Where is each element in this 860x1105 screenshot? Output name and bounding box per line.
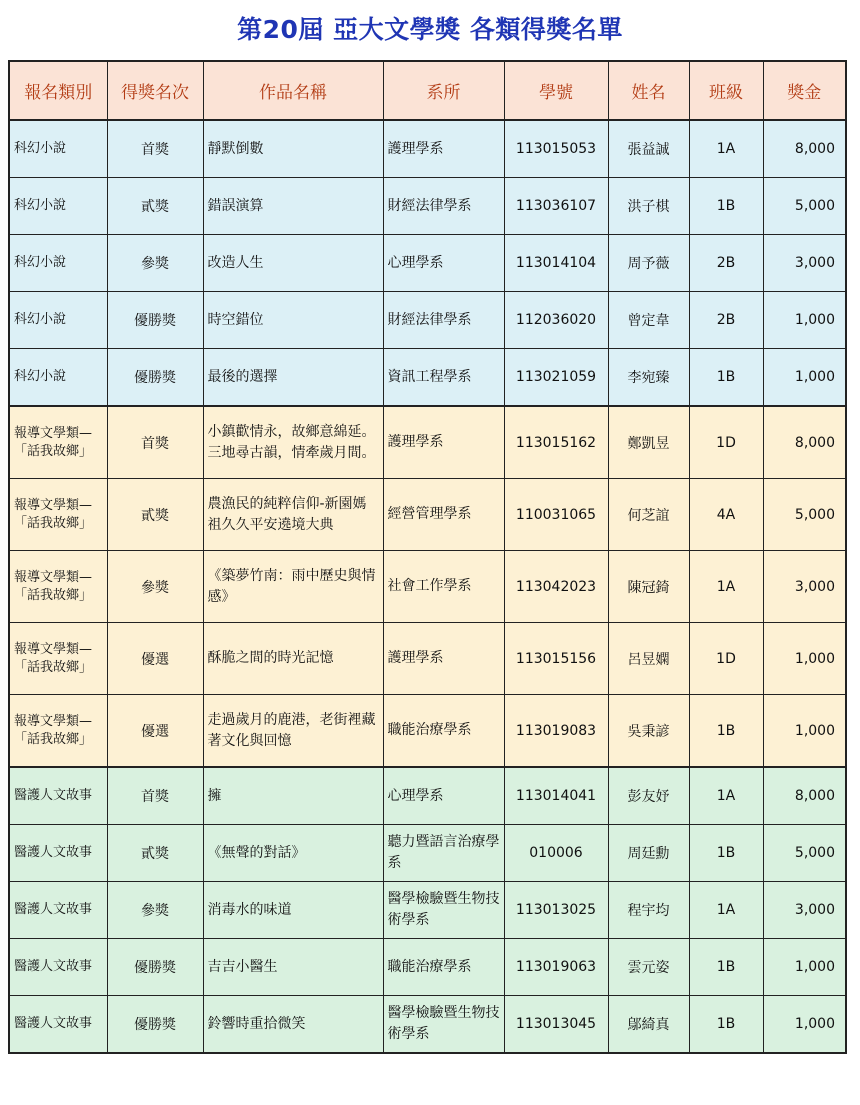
table-row: [9, 767, 846, 825]
cell-category: 科幻小說: [9, 120, 107, 178]
table-row: [9, 120, 846, 178]
cell-dept: 社會工作學系: [383, 551, 504, 623]
awards-table: [8, 60, 847, 1054]
cell-prize: 1,000: [763, 349, 846, 407]
cell-category: 報導文學類—「話我故鄉」: [9, 406, 107, 479]
cell-prize: 1,000: [763, 996, 846, 1054]
cell-rank: 貳獎: [107, 825, 203, 882]
cell-prize: 8,000: [763, 120, 846, 178]
cell-student-id: 112036020: [504, 292, 608, 349]
cell-work: 改造人生: [203, 235, 383, 292]
cell-category: 科幻小說: [9, 235, 107, 292]
cell-student-id: 113013045: [504, 996, 608, 1054]
cell-rank: 首獎: [107, 406, 203, 479]
cell-prize: 3,000: [763, 551, 846, 623]
cell-student-id: 113019083: [504, 695, 608, 768]
cell-work: 鈴響時重拾微笑: [203, 996, 383, 1054]
cell-name: 吳秉諺: [608, 695, 689, 768]
cell-work: 擁: [203, 767, 383, 825]
cell-rank: 優選: [107, 695, 203, 768]
cell-category: 科幻小說: [9, 178, 107, 235]
cell-dept: 資訊工程學系: [383, 349, 504, 407]
cell-category: 醫護人文故事: [9, 939, 107, 996]
cell-category: 醫護人文故事: [9, 882, 107, 939]
cell-class: 1B: [689, 939, 763, 996]
cell-work: 消毒水的味道: [203, 882, 383, 939]
table-row: [9, 349, 846, 407]
cell-prize: 5,000: [763, 825, 846, 882]
cell-dept: 財經法律學系: [383, 292, 504, 349]
cell-dept: 職能治療學系: [383, 695, 504, 768]
cell-prize: 1,000: [763, 292, 846, 349]
cell-class: 1B: [689, 996, 763, 1054]
table-row: [9, 939, 846, 996]
header-row: [9, 61, 846, 120]
cell-prize: 8,000: [763, 406, 846, 479]
table-row: [9, 695, 846, 768]
cell-prize: 1,000: [763, 939, 846, 996]
cell-rank: 參獎: [107, 551, 203, 623]
cell-student-id: 113014041: [504, 767, 608, 825]
cell-category: 報導文學類—「話我故鄉」: [9, 623, 107, 695]
cell-dept: 護理學系: [383, 120, 504, 178]
table-row: [9, 178, 846, 235]
cell-rank: 優勝獎: [107, 939, 203, 996]
cell-name: 何芝誼: [608, 479, 689, 551]
table-row: [9, 825, 846, 882]
cell-dept: 心理學系: [383, 235, 504, 292]
cell-class: 1D: [689, 623, 763, 695]
cell-rank: 首獎: [107, 767, 203, 825]
cell-dept: 醫學檢驗暨生物技術學系: [383, 882, 504, 939]
cell-prize: 1,000: [763, 623, 846, 695]
cell-category: 報導文學類—「話我故鄉」: [9, 479, 107, 551]
cell-student-id: 010006: [504, 825, 608, 882]
cell-student-id: 113021059: [504, 349, 608, 407]
cell-rank: 優勝獎: [107, 996, 203, 1054]
cell-rank: 貳獎: [107, 178, 203, 235]
cell-prize: 3,000: [763, 882, 846, 939]
cell-dept: 經營管理學系: [383, 479, 504, 551]
cell-student-id: 113015162: [504, 406, 608, 479]
cell-category: 醫護人文故事: [9, 996, 107, 1054]
cell-class: 1B: [689, 695, 763, 768]
cell-prize: 1,000: [763, 695, 846, 768]
cell-work: 錯誤演算: [203, 178, 383, 235]
cell-student-id: 110031065: [504, 479, 608, 551]
cell-class: 1B: [689, 178, 763, 235]
cell-class: 1B: [689, 349, 763, 407]
cell-class: 1A: [689, 120, 763, 178]
cell-dept: 護理學系: [383, 623, 504, 695]
cell-name: 張益誠: [608, 120, 689, 178]
cell-student-id: 113036107: [504, 178, 608, 235]
cell-name: 彭友妤: [608, 767, 689, 825]
cell-work: 靜默倒數: [203, 120, 383, 178]
cell-name: 鄔綺真: [608, 996, 689, 1054]
cell-work: 時空錯位: [203, 292, 383, 349]
cell-student-id: 113015053: [504, 120, 608, 178]
cell-work: 吉吉小醫生: [203, 939, 383, 996]
cell-rank: 首獎: [107, 120, 203, 178]
cell-work: 酥脆之間的時光記憶: [203, 623, 383, 695]
cell-work: 小鎮歡情永，故鄉意綿延。三地尋古韻，情牽歲月間。: [203, 406, 383, 479]
cell-dept: 護理學系: [383, 406, 504, 479]
header-student-id: 學號: [504, 61, 608, 120]
cell-category: 醫護人文故事: [9, 825, 107, 882]
cell-name: 周予薇: [608, 235, 689, 292]
cell-class: 1A: [689, 551, 763, 623]
table-body: [9, 120, 846, 1053]
cell-name: 鄭凱昱: [608, 406, 689, 479]
cell-rank: 優勝獎: [107, 349, 203, 407]
cell-dept: 財經法律學系: [383, 178, 504, 235]
cell-category: 科幻小說: [9, 292, 107, 349]
cell-student-id: 113014104: [504, 235, 608, 292]
cell-prize: 5,000: [763, 178, 846, 235]
table-row: [9, 551, 846, 623]
cell-work: 農漁民的純粹信仰-新園媽祖久久平安遶境大典: [203, 479, 383, 551]
cell-class: 1A: [689, 767, 763, 825]
cell-name: 李宛臻: [608, 349, 689, 407]
cell-rank: 參獎: [107, 235, 203, 292]
header-rank: 得獎名次: [107, 61, 203, 120]
cell-work: 《築夢竹南：雨中歷史與情感》: [203, 551, 383, 623]
table-row: [9, 996, 846, 1054]
header-prize: 獎金: [763, 61, 846, 120]
cell-dept: 心理學系: [383, 767, 504, 825]
cell-student-id: 113013025: [504, 882, 608, 939]
cell-student-id: 113015156: [504, 623, 608, 695]
cell-work: 走過歲月的鹿港，老街裡藏著文化與回憶: [203, 695, 383, 768]
header-dept: 系所: [383, 61, 504, 120]
cell-category: 報導文學類—「話我故鄉」: [9, 695, 107, 768]
cell-dept: 職能治療學系: [383, 939, 504, 996]
cell-dept: 醫學檢驗暨生物技術學系: [383, 996, 504, 1054]
cell-name: 陳冠錡: [608, 551, 689, 623]
cell-name: 周廷勳: [608, 825, 689, 882]
cell-class: 1B: [689, 825, 763, 882]
cell-work: 《無聲的對話》: [203, 825, 383, 882]
page-title: 第20屆 亞大文學獎 各類得獎名單: [237, 15, 623, 44]
cell-class: 1D: [689, 406, 763, 479]
header-name: 姓名: [608, 61, 689, 120]
cell-name: 洪子棋: [608, 178, 689, 235]
cell-prize: 8,000: [763, 767, 846, 825]
table-row: [9, 479, 846, 551]
cell-student-id: 113042023: [504, 551, 608, 623]
table-row: [9, 623, 846, 695]
cell-class: 1A: [689, 882, 763, 939]
cell-class: 2B: [689, 292, 763, 349]
cell-category: 醫護人文故事: [9, 767, 107, 825]
header-class: 班級: [689, 61, 763, 120]
cell-rank: 貳獎: [107, 479, 203, 551]
table-row: [9, 235, 846, 292]
cell-name: 雲元姿: [608, 939, 689, 996]
header-category: 報名類別: [9, 61, 107, 120]
table-row: [9, 406, 846, 479]
cell-class: 2B: [689, 235, 763, 292]
cell-prize: 5,000: [763, 479, 846, 551]
cell-rank: 優選: [107, 623, 203, 695]
header-work: 作品名稱: [203, 61, 383, 120]
cell-category: 科幻小說: [9, 349, 107, 407]
cell-rank: 參獎: [107, 882, 203, 939]
table-row: [9, 882, 846, 939]
cell-prize: 3,000: [763, 235, 846, 292]
cell-category: 報導文學類—「話我故鄉」: [9, 551, 107, 623]
cell-name: 曾定韋: [608, 292, 689, 349]
cell-name: 程宇均: [608, 882, 689, 939]
cell-rank: 優勝獎: [107, 292, 203, 349]
cell-work: 最後的選擇: [203, 349, 383, 407]
cell-dept: 聽力暨語言治療學系: [383, 825, 504, 882]
cell-student-id: 113019063: [504, 939, 608, 996]
cell-name: 呂昱嫻: [608, 623, 689, 695]
cell-class: 4A: [689, 479, 763, 551]
table-row: [9, 292, 846, 349]
